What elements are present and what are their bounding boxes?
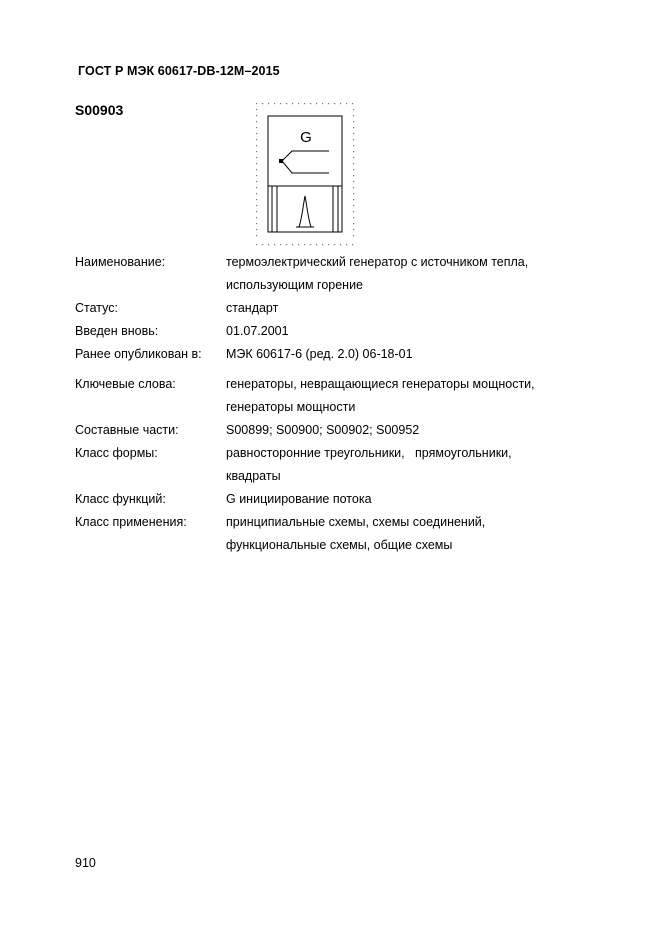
property-label: Класс применения: (75, 515, 187, 529)
grid-dot (352, 244, 353, 245)
grid-dot (346, 244, 347, 245)
grid-dot (298, 103, 299, 104)
grid-dot (353, 193, 354, 194)
grid-dot (256, 157, 257, 158)
grid-dot (286, 103, 287, 104)
grid-dot (292, 244, 293, 245)
property-label: Ранее опубликован в: (75, 347, 202, 361)
property-value-line: стандарт (226, 301, 279, 315)
grid-dot (353, 169, 354, 170)
grid-dot (256, 133, 257, 134)
property-label: Статус: (75, 301, 118, 315)
grid-dot (256, 151, 257, 152)
grid-dot (353, 139, 354, 140)
grid-dot (256, 187, 257, 188)
property-label: Введен вновь: (75, 324, 159, 338)
document-header: ГОСТ Р МЭК 60617-DB-12M–2015 (78, 64, 280, 78)
property-row (75, 511, 595, 557)
property-value (226, 488, 595, 511)
grid-dot (352, 103, 353, 104)
grid-dot (353, 145, 354, 146)
grid-dot (310, 103, 311, 104)
grid-dot (353, 157, 354, 158)
property-value (226, 343, 595, 366)
symbol-letter: G (300, 129, 312, 146)
property-value-line: равносторонние треугольники, прямоугольники, (226, 446, 512, 460)
grid-dot (256, 127, 257, 128)
property-label: Ключевые слова: (75, 377, 176, 391)
grid-dot (353, 121, 354, 122)
grid-dot (353, 187, 354, 188)
grid-dot (256, 175, 257, 176)
property-row (75, 442, 595, 488)
grid-dot (304, 244, 305, 245)
grid-dot (256, 244, 257, 245)
properties-list (75, 251, 595, 557)
grid-dot (256, 181, 257, 182)
property-value (226, 511, 595, 557)
property-value (226, 320, 595, 343)
property-row (75, 320, 595, 343)
grid-dot (353, 115, 354, 116)
property-label: Наименование: (75, 255, 166, 269)
grid-dot (262, 103, 263, 104)
property-row (75, 297, 595, 320)
property-row (75, 488, 595, 511)
grid-dot (304, 103, 305, 104)
grid-dot (256, 145, 257, 146)
grid-dot (353, 229, 354, 230)
grid-dot (256, 211, 257, 212)
grid-dot (268, 103, 269, 104)
property-value-line: 01.07.2001 (226, 324, 289, 338)
property-row (75, 343, 595, 366)
grid-dot (316, 244, 317, 245)
grid-dot (256, 169, 257, 170)
property-value (226, 442, 595, 488)
grid-dot (328, 103, 329, 104)
grid-dot (298, 244, 299, 245)
property-value-line: генераторы, невращающиеся генераторы мощности, (226, 377, 535, 391)
grid-dot (353, 235, 354, 236)
property-value (226, 419, 595, 442)
grid-dot (256, 109, 257, 110)
property-value-line: квадраты (226, 469, 281, 483)
grid-dot (340, 244, 341, 245)
grid-dot (256, 229, 257, 230)
property-value (226, 251, 595, 297)
grid-dot (346, 103, 347, 104)
property-value-line: использующим горение (226, 278, 364, 292)
grid-dot (322, 244, 323, 245)
grid-dot (274, 103, 275, 104)
property-value-line: S00899; S00900; S00902; S00952 (226, 423, 420, 437)
symbol-thermocouple-upper (282, 151, 329, 161)
grid-dot (256, 193, 257, 194)
grid-dot (334, 103, 335, 104)
property-value-line: принципиальные схемы, схемы соединений, (226, 515, 486, 529)
property-row (75, 251, 595, 297)
property-label: Класс формы: (75, 446, 158, 460)
property-value (226, 373, 595, 419)
flame-icon (299, 196, 311, 227)
grid-dot (353, 175, 354, 176)
thermoelectric-generator-symbol-icon (252, 100, 358, 248)
grid-dot (292, 103, 293, 104)
grid-dot (274, 244, 275, 245)
grid-dot (286, 244, 287, 245)
property-value-line: МЭК 60617-6 (ред. 2.0) 06-18-01 (226, 347, 413, 361)
page-number: 910 (75, 856, 96, 870)
grid-dot (256, 235, 257, 236)
property-label: Составные части: (75, 423, 179, 437)
grid-dot (256, 115, 257, 116)
property-value-line: функциональные схемы, общие схемы (226, 538, 453, 552)
property-row (75, 373, 595, 419)
property-value-line: генераторы мощности (226, 400, 356, 414)
grid-dot (353, 217, 354, 218)
grid-dot (322, 103, 323, 104)
grid-dot (353, 181, 354, 182)
grid-dot (353, 205, 354, 206)
grid-dot (334, 244, 335, 245)
grid-dot (353, 163, 354, 164)
grid-dot (353, 223, 354, 224)
grid-dot (280, 244, 281, 245)
grid-dot (256, 121, 257, 122)
grid-dot (353, 199, 354, 200)
grid-dot (353, 127, 354, 128)
property-value-line: термоэлектрический генератор с источником тепла, (226, 255, 529, 269)
grid-dot (310, 244, 311, 245)
grid-dot (353, 133, 354, 134)
grid-dot (256, 199, 257, 200)
grid-dot (256, 163, 257, 164)
grid-dot (328, 244, 329, 245)
property-label: Класс функций: (75, 492, 166, 506)
property-value-line: G инициирование потока (226, 492, 372, 506)
symbol-grid-frame (256, 103, 354, 245)
property-value (226, 297, 595, 320)
grid-dot (256, 205, 257, 206)
grid-dot (256, 139, 257, 140)
grid-dot (340, 103, 341, 104)
grid-dot (280, 103, 281, 104)
grid-dot (268, 244, 269, 245)
grid-dot (353, 109, 354, 110)
grid-dot (316, 103, 317, 104)
grid-dot (353, 211, 354, 212)
property-row (75, 419, 595, 442)
symbol-code: S00903 (75, 102, 124, 118)
grid-dot (353, 151, 354, 152)
grid-dot (262, 244, 263, 245)
grid-dot (256, 223, 257, 224)
grid-dot (256, 217, 257, 218)
grid-dot (256, 103, 257, 104)
symbol-thermocouple-lower (282, 161, 329, 173)
